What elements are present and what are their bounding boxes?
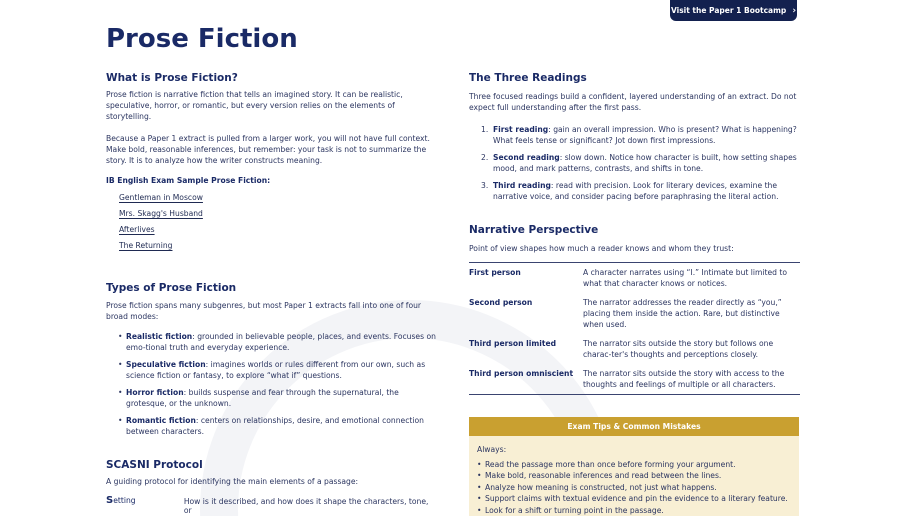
list-item: 2. Second reading: slow down. Notice how character is built, how setting shapes mood, and mark patterns, contrasts, and shifts in tone.: [481, 153, 797, 173]
what-is-heading: What is Prose Fiction?: [106, 72, 238, 84]
perspective-section: [469, 224, 801, 395]
sample-link[interactable]: Afterlives: [119, 225, 155, 234]
three-readings-heading: The Three Readings: [469, 72, 587, 84]
readings-list: [469, 124, 801, 202]
types-intro: Prose fiction spans many subgenres, but most Paper 1 extracts fall into one of four broad modes:: [106, 301, 422, 321]
list-item: • Support claims with textual evidence and pin the evidence to a literary feature.: [477, 493, 789, 505]
tips-list: [477, 459, 789, 516]
scasni-term: Setting: [106, 495, 136, 506]
always-label: Always:: [477, 445, 507, 454]
types-section: [106, 282, 438, 437]
exam-tips-heading: Exam Tips & Common Mistakes: [469, 417, 799, 436]
types-heading: Types of Prose Fiction: [106, 282, 237, 294]
list-item: • Realistic fiction: grounded in believable people, places, and events. Focuses on emo-tional truth and everyday experience.: [118, 331, 438, 353]
list-item: • Romantic fiction: centers on relationships, desire, and emotional connection between characters.: [118, 415, 438, 437]
list-item: • Analyze how meaning is constructed, not just what happens.: [477, 482, 789, 494]
exam-tips-box: [469, 417, 799, 516]
three-readings-section: [469, 72, 801, 202]
what-is-paragraph-1: Prose fiction is narrative fiction that tells an imagined story. It can be realistic, speculative, horror, or romantic, but every version relies on the elements of storytelling.: [106, 90, 403, 121]
perspective-intro: Point of view shapes how much a reader knows and whom they trust:: [469, 244, 734, 253]
list-item: • Speculative fiction: imagines worlds or rules different from our own, such as science fiction or fantasy, to explore “what if” questions.: [118, 359, 438, 381]
table-row: Third person limited The narrator sits outside the story but follows one charac-ter's thoughts and perceptions closely.: [469, 339, 774, 359]
table-row: First person A character narrates using “I.” Intimate but limited to what that character knows or notices.: [469, 268, 788, 288]
left-column: [106, 72, 438, 515]
scasni-desc: How is it described, and how does it shape the characters, tone, or: [183, 497, 429, 515]
list-item: • Read the passage more than once before forming your argument.: [477, 459, 789, 471]
list-item: • Make bold, reasonable inferences and read between the lines.: [477, 470, 789, 482]
perspective-table: [469, 262, 800, 395]
page-title: Prose Fiction: [106, 24, 298, 54]
sample-link[interactable]: The Returning: [119, 241, 173, 250]
three-readings-intro: Three focused readings build a confident, layered understanding of an extract. Do not expect full understanding after the first pass.: [469, 92, 797, 112]
sample-link[interactable]: Gentleman in Moscow: [119, 193, 203, 202]
list-item: 3. Third reading: read with precision. Look for literary devices, examine the narrative voice, and consider pacing before paraphrasing the literal action.: [481, 181, 779, 201]
bootcamp-button[interactable]: [670, 0, 797, 21]
samples-list: [106, 190, 438, 254]
bootcamp-button-label: Visit the Paper 1 Bootcamp: [670, 6, 787, 15]
scasni-section: [106, 459, 438, 515]
scasni-row: [106, 495, 438, 515]
scasni-intro: A guiding protocol for identifying the main elements of a passage:: [106, 477, 359, 486]
sample-link[interactable]: Mrs. Skagg's Husband: [119, 209, 203, 218]
table-row: Second person The narrator addresses the reader directly as “you,” placing them inside the action. Rare, but distinctive when used.: [469, 298, 782, 329]
list-item: • Look for a shift or turning point in the passage.: [477, 505, 789, 516]
exam-tips-body: [469, 436, 799, 516]
chevron-right-icon: ›: [792, 5, 797, 16]
table-row: Third person omniscient The narrator sits outside the story with access to the thoughts and feelings of multiple or all characters.: [469, 369, 785, 389]
list-item: • Horror fiction: builds suspense and fear through the supernatural, the grotesque, or the unknown.: [118, 387, 438, 409]
samples-label: IB English Exam Sample Prose Fiction:: [106, 176, 271, 185]
list-item: 1. First reading: gain an overall impression. Who is present? What is happening? What feels tense or significant? Jot down first impressions.: [481, 125, 797, 145]
what-is-section: [106, 72, 438, 254]
what-is-paragraph-2: Because a Paper 1 extract is pulled from a larger work, you will not have full context. Make bold, reasonable inferences, but remember: your task is not to summarize the story. It is to analyze how the writer constructs meaning.: [106, 134, 430, 165]
perspective-heading: Narrative Perspective: [469, 224, 599, 236]
scasni-heading: SCASNI Protocol: [106, 459, 203, 471]
types-list: [106, 331, 438, 437]
right-column: [469, 72, 801, 516]
